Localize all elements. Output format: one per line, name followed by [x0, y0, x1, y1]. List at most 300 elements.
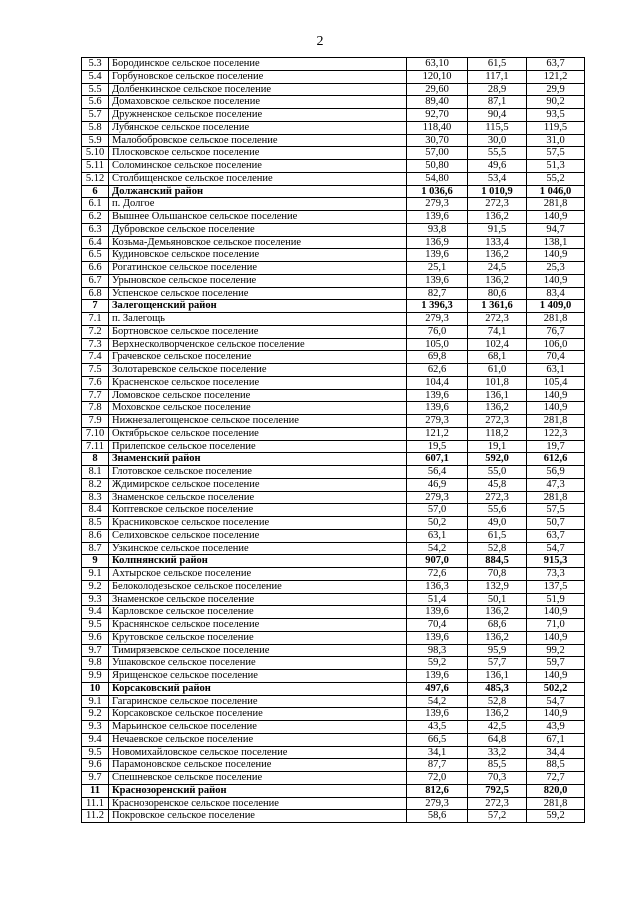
row-number-cell: 7.1	[82, 313, 109, 326]
value-col2-cell: 42,5	[468, 721, 527, 734]
table-row	[82, 351, 585, 364]
settlement-name-cell: Долбенкинское сельское поселение	[109, 83, 407, 96]
value-col2-cell: 61,0	[468, 364, 527, 377]
value-col3-cell: 502,2	[527, 682, 585, 695]
value-col1-cell: 812,6	[407, 784, 468, 797]
settlement-name-cell: Должанский район	[109, 185, 407, 198]
row-number-cell: 8.5	[82, 517, 109, 530]
table-row	[82, 160, 585, 173]
value-col3-cell: 59,7	[527, 657, 585, 670]
settlement-name-cell: Тимирязевское сельское поселение	[109, 644, 407, 657]
value-col2-cell: 45,8	[468, 478, 527, 491]
value-col2-cell: 52,8	[468, 542, 527, 555]
value-col2-cell: 24,5	[468, 262, 527, 275]
value-col3-cell: 51,9	[527, 593, 585, 606]
value-col3-cell: 140,9	[527, 708, 585, 721]
table-row	[82, 389, 585, 402]
value-col3-cell: 54,7	[527, 695, 585, 708]
value-col1-cell: 120,10	[407, 70, 468, 83]
value-col1-cell: 62,6	[407, 364, 468, 377]
row-number-cell: 7.11	[82, 440, 109, 453]
value-col3-cell: 281,8	[527, 313, 585, 326]
row-number-cell: 9.2	[82, 580, 109, 593]
value-col3-cell: 57,5	[527, 504, 585, 517]
value-col3-cell: 106,0	[527, 338, 585, 351]
table-row	[82, 631, 585, 644]
value-col3-cell: 51,3	[527, 160, 585, 173]
row-number-cell: 9.7	[82, 644, 109, 657]
table-row	[82, 236, 585, 249]
table-row	[82, 759, 585, 772]
value-col2-cell: 80,6	[468, 287, 527, 300]
settlement-name-cell: Ждимирское сельское поселение	[109, 478, 407, 491]
value-col1-cell: 72,6	[407, 568, 468, 581]
table-row	[82, 415, 585, 428]
value-col3-cell: 105,4	[527, 376, 585, 389]
value-col1-cell: 34,1	[407, 746, 468, 759]
value-col1-cell: 279,3	[407, 198, 468, 211]
row-number-cell: 7.6	[82, 376, 109, 389]
settlement-name-cell: Спешневское сельское поселение	[109, 772, 407, 785]
value-col3-cell: 281,8	[527, 198, 585, 211]
value-col2-cell: 61,5	[468, 58, 527, 71]
settlement-name-cell: Ломовское сельское поселение	[109, 389, 407, 402]
settlement-name-cell: Урыновское сельское поселение	[109, 274, 407, 287]
row-number-cell: 11.2	[82, 810, 109, 823]
settlement-name-cell: Корсаковское сельское поселение	[109, 708, 407, 721]
value-col1-cell: 76,0	[407, 325, 468, 338]
row-number-cell: 7.9	[82, 415, 109, 428]
value-col1-cell: 59,2	[407, 657, 468, 670]
row-number-cell: 7.8	[82, 402, 109, 415]
settlement-name-cell: Корсаковский район	[109, 682, 407, 695]
settlement-name-cell: Краснозоренское сельское поселение	[109, 797, 407, 810]
value-col3-cell: 140,9	[527, 389, 585, 402]
value-col2-cell: 50,1	[468, 593, 527, 606]
value-col3-cell: 140,9	[527, 606, 585, 619]
table-row	[82, 657, 585, 670]
value-col3-cell: 54,7	[527, 542, 585, 555]
value-col1-cell: 46,9	[407, 478, 468, 491]
settlement-name-cell: Ушаковское сельское поселение	[109, 657, 407, 670]
row-number-cell: 9.5	[82, 746, 109, 759]
table-row	[82, 211, 585, 224]
table-row	[82, 376, 585, 389]
value-col2-cell: 272,3	[468, 491, 527, 504]
table-row	[82, 287, 585, 300]
settlement-name-cell: Верхнесколворченское сельское поселение	[109, 338, 407, 351]
table-row	[82, 542, 585, 555]
value-col2-cell: 1 010,9	[468, 185, 527, 198]
settlement-name-cell: Рогатинское сельское поселение	[109, 262, 407, 275]
row-number-cell: 10	[82, 682, 109, 695]
table-row	[82, 109, 585, 122]
settlement-name-cell: Домаховское сельское поселение	[109, 96, 407, 109]
value-col1-cell: 139,6	[407, 708, 468, 721]
row-number-cell: 5.6	[82, 96, 109, 109]
value-col3-cell: 43,9	[527, 721, 585, 734]
value-col1-cell: 72,0	[407, 772, 468, 785]
value-col2-cell: 70,8	[468, 568, 527, 581]
row-number-cell: 9.7	[82, 772, 109, 785]
table-row	[82, 440, 585, 453]
value-col1-cell: 54,2	[407, 695, 468, 708]
value-col3-cell: 83,4	[527, 287, 585, 300]
table-row	[82, 313, 585, 326]
value-col2-cell: 55,5	[468, 147, 527, 160]
settlement-name-cell: Краснозоренский район	[109, 784, 407, 797]
table-row	[82, 644, 585, 657]
settlement-name-cell: п. Залегощь	[109, 313, 407, 326]
value-col2-cell: 592,0	[468, 453, 527, 466]
value-col2-cell: 70,3	[468, 772, 527, 785]
table-row	[82, 223, 585, 236]
settlement-name-cell: Лубянское сельское поселение	[109, 121, 407, 134]
value-col3-cell: 50,7	[527, 517, 585, 530]
settlement-name-cell: Дружненское сельское поселение	[109, 109, 407, 122]
value-col3-cell: 281,8	[527, 797, 585, 810]
settlement-name-cell: Узкинское сельское поселение	[109, 542, 407, 555]
value-col2-cell: 19,1	[468, 440, 527, 453]
row-number-cell: 8	[82, 453, 109, 466]
settlement-name-cell: Дубровское сельское поселение	[109, 223, 407, 236]
table-row	[82, 772, 585, 785]
value-col1-cell: 89,40	[407, 96, 468, 109]
value-col3-cell: 612,6	[527, 453, 585, 466]
value-col1-cell: 136,3	[407, 580, 468, 593]
row-number-cell: 8.3	[82, 491, 109, 504]
value-col1-cell: 497,6	[407, 682, 468, 695]
district-total-row	[82, 300, 585, 313]
value-col1-cell: 58,6	[407, 810, 468, 823]
value-col3-cell: 140,9	[527, 249, 585, 262]
row-number-cell: 6.3	[82, 223, 109, 236]
row-number-cell: 9	[82, 555, 109, 568]
settlement-name-cell: Успенское сельское поселение	[109, 287, 407, 300]
value-col2-cell: 272,3	[468, 313, 527, 326]
value-col2-cell: 115,5	[468, 121, 527, 134]
row-number-cell: 7	[82, 300, 109, 313]
value-col1-cell: 57,00	[407, 147, 468, 160]
value-col3-cell: 63,1	[527, 364, 585, 377]
row-number-cell: 7.2	[82, 325, 109, 338]
value-col1-cell: 139,6	[407, 402, 468, 415]
settlement-name-cell: Ахтырское сельское поселение	[109, 568, 407, 581]
value-col3-cell: 71,0	[527, 619, 585, 632]
value-col2-cell: 136,2	[468, 211, 527, 224]
value-col2-cell: 95,9	[468, 644, 527, 657]
settlement-name-cell: Знаменское сельское поселение	[109, 593, 407, 606]
settlement-name-cell: Прилепское сельское поселение	[109, 440, 407, 453]
table-row	[82, 721, 585, 734]
row-number-cell: 6.7	[82, 274, 109, 287]
row-number-cell: 9.9	[82, 670, 109, 683]
value-col1-cell: 139,6	[407, 606, 468, 619]
table-row	[82, 478, 585, 491]
value-col3-cell: 88,5	[527, 759, 585, 772]
value-col1-cell: 104,4	[407, 376, 468, 389]
value-col1-cell: 82,7	[407, 287, 468, 300]
table-row	[82, 580, 585, 593]
settlement-name-cell: Моховское сельское поселение	[109, 402, 407, 415]
table-row	[82, 364, 585, 377]
value-col3-cell: 93,5	[527, 109, 585, 122]
settlement-name-cell: Карловское сельское поселение	[109, 606, 407, 619]
table-row	[82, 70, 585, 83]
value-col3-cell: 34,4	[527, 746, 585, 759]
settlement-name-cell: Малобобровское сельское поселение	[109, 134, 407, 147]
value-col1-cell: 136,9	[407, 236, 468, 249]
value-col2-cell: 52,8	[468, 695, 527, 708]
row-number-cell: 6.8	[82, 287, 109, 300]
settlement-name-cell: Знаменское сельское поселение	[109, 491, 407, 504]
table-row	[82, 746, 585, 759]
value-col1-cell: 279,3	[407, 415, 468, 428]
value-col1-cell: 70,4	[407, 619, 468, 632]
table-row	[82, 517, 585, 530]
table-row	[82, 96, 585, 109]
row-number-cell: 8.2	[82, 478, 109, 491]
table-row	[82, 504, 585, 517]
value-col2-cell: 55,0	[468, 466, 527, 479]
value-col1-cell: 139,6	[407, 274, 468, 287]
value-col2-cell: 28,9	[468, 83, 527, 96]
table-row	[82, 670, 585, 683]
value-col1-cell: 50,80	[407, 160, 468, 173]
row-number-cell: 5.7	[82, 109, 109, 122]
page-number: 2	[316, 34, 324, 49]
value-col2-cell: 64,8	[468, 733, 527, 746]
value-col1-cell: 69,8	[407, 351, 468, 364]
table-row	[82, 568, 585, 581]
row-number-cell: 9.4	[82, 606, 109, 619]
row-number-cell: 9.6	[82, 631, 109, 644]
value-col1-cell: 607,1	[407, 453, 468, 466]
table-row	[82, 198, 585, 211]
value-col1-cell: 1 036,6	[407, 185, 468, 198]
value-col1-cell: 279,3	[407, 491, 468, 504]
value-col1-cell: 63,1	[407, 529, 468, 542]
value-col2-cell: 49,6	[468, 160, 527, 173]
settlement-name-cell: Грачевское сельское поселение	[109, 351, 407, 364]
table-row	[82, 797, 585, 810]
value-col1-cell: 118,40	[407, 121, 468, 134]
settlement-name-cell: Кудиновское сельское поселение	[109, 249, 407, 262]
table-body	[82, 58, 585, 823]
district-total-row	[82, 453, 585, 466]
value-col3-cell: 137,5	[527, 580, 585, 593]
value-col2-cell: 102,4	[468, 338, 527, 351]
settlement-name-cell: Знаменский район	[109, 453, 407, 466]
value-col1-cell: 43,5	[407, 721, 468, 734]
value-col1-cell: 92,70	[407, 109, 468, 122]
value-col2-cell: 133,4	[468, 236, 527, 249]
table-row	[82, 134, 585, 147]
value-col2-cell: 136,2	[468, 631, 527, 644]
table-row	[82, 810, 585, 823]
settlement-name-cell: Ярищенское сельское поселение	[109, 670, 407, 683]
value-col2-cell: 1 361,6	[468, 300, 527, 313]
value-col3-cell: 140,9	[527, 670, 585, 683]
value-col3-cell: 29,9	[527, 83, 585, 96]
row-number-cell: 5.11	[82, 160, 109, 173]
value-col2-cell: 884,5	[468, 555, 527, 568]
settlement-name-cell: Нижнезалегощенское сельское поселение	[109, 415, 407, 428]
row-number-cell: 5.9	[82, 134, 109, 147]
value-col1-cell: 54,80	[407, 172, 468, 185]
value-col3-cell: 281,8	[527, 415, 585, 428]
value-col2-cell: 57,2	[468, 810, 527, 823]
value-col3-cell: 67,1	[527, 733, 585, 746]
value-col1-cell: 139,6	[407, 249, 468, 262]
table-row	[82, 402, 585, 415]
settlement-name-cell: Горбуновское сельское поселение	[109, 70, 407, 83]
settlement-name-cell: Соломинское сельское поселение	[109, 160, 407, 173]
value-col1-cell: 56,4	[407, 466, 468, 479]
value-col3-cell: 140,9	[527, 631, 585, 644]
value-col1-cell: 50,2	[407, 517, 468, 530]
row-number-cell: 8.4	[82, 504, 109, 517]
value-col3-cell: 47,3	[527, 478, 585, 491]
table-row	[82, 325, 585, 338]
table-row	[82, 427, 585, 440]
table-row	[82, 121, 585, 134]
value-col2-cell: 136,2	[468, 402, 527, 415]
value-col2-cell: 136,2	[468, 708, 527, 721]
value-col3-cell: 820,0	[527, 784, 585, 797]
value-col3-cell: 1 046,0	[527, 185, 585, 198]
value-col3-cell: 1 409,0	[527, 300, 585, 313]
settlement-name-cell: Покровское сельское поселение	[109, 810, 407, 823]
table-row	[82, 529, 585, 542]
value-col3-cell: 140,9	[527, 402, 585, 415]
table-row	[82, 619, 585, 632]
value-col2-cell: 272,3	[468, 797, 527, 810]
value-col2-cell: 57,7	[468, 657, 527, 670]
value-col2-cell: 101,8	[468, 376, 527, 389]
value-col1-cell: 279,3	[407, 797, 468, 810]
row-number-cell: 7.5	[82, 364, 109, 377]
settlement-name-cell: Селиховское сельское поселение	[109, 529, 407, 542]
settlement-name-cell: Глотовское сельское поселение	[109, 466, 407, 479]
row-number-cell: 9.3	[82, 593, 109, 606]
value-col1-cell: 93,8	[407, 223, 468, 236]
value-col2-cell: 68,6	[468, 619, 527, 632]
district-total-row	[82, 555, 585, 568]
settlement-name-cell: Гагаринское сельское поселение	[109, 695, 407, 708]
district-total-row	[82, 185, 585, 198]
table-row	[82, 147, 585, 160]
value-col2-cell: 118,2	[468, 427, 527, 440]
value-col1-cell: 98,3	[407, 644, 468, 657]
value-col3-cell: 140,9	[527, 211, 585, 224]
row-number-cell: 7.7	[82, 389, 109, 402]
value-col1-cell: 279,3	[407, 313, 468, 326]
row-number-cell: 8.6	[82, 529, 109, 542]
value-col3-cell: 56,9	[527, 466, 585, 479]
row-number-cell: 6.5	[82, 249, 109, 262]
table-row	[82, 83, 585, 96]
value-col2-cell: 61,5	[468, 529, 527, 542]
value-col3-cell: 281,8	[527, 491, 585, 504]
table-row	[82, 338, 585, 351]
settlement-name-cell: Коптевское сельское поселение	[109, 504, 407, 517]
settlement-name-cell: Красненское сельское поселение	[109, 376, 407, 389]
value-col3-cell: 915,3	[527, 555, 585, 568]
table-row	[82, 733, 585, 746]
value-col3-cell: 25,3	[527, 262, 585, 275]
row-number-cell: 11.1	[82, 797, 109, 810]
table-row	[82, 249, 585, 262]
row-number-cell: 5.10	[82, 147, 109, 160]
value-col3-cell: 63,7	[527, 58, 585, 71]
value-col1-cell: 139,6	[407, 631, 468, 644]
table-row	[82, 262, 585, 275]
value-col1-cell: 139,6	[407, 211, 468, 224]
value-col2-cell: 117,1	[468, 70, 527, 83]
table-row	[82, 708, 585, 721]
value-col2-cell: 91,5	[468, 223, 527, 236]
settlement-name-cell: Марьинское сельское поселение	[109, 721, 407, 734]
row-number-cell: 7.10	[82, 427, 109, 440]
settlement-name-cell: Колпнянский район	[109, 555, 407, 568]
value-col3-cell: 72,7	[527, 772, 585, 785]
value-col1-cell: 66,5	[407, 733, 468, 746]
value-col1-cell: 87,7	[407, 759, 468, 772]
row-number-cell: 7.3	[82, 338, 109, 351]
table-row	[82, 593, 585, 606]
value-col3-cell: 55,2	[527, 172, 585, 185]
value-col3-cell: 19,7	[527, 440, 585, 453]
value-col1-cell: 19,5	[407, 440, 468, 453]
row-number-cell: 5.3	[82, 58, 109, 71]
row-number-cell: 9.2	[82, 708, 109, 721]
value-col3-cell: 140,9	[527, 274, 585, 287]
value-col3-cell: 63,7	[527, 529, 585, 542]
settlement-name-cell: Плосковское сельское поселение	[109, 147, 407, 160]
row-number-cell: 6.1	[82, 198, 109, 211]
row-number-cell: 5.4	[82, 70, 109, 83]
table-row	[82, 58, 585, 71]
settlement-name-cell: Бородинское сельское поселение	[109, 58, 407, 71]
value-col1-cell: 29,60	[407, 83, 468, 96]
settlement-name-cell: Бортновское сельское поселение	[109, 325, 407, 338]
value-col2-cell: 55,6	[468, 504, 527, 517]
value-col1-cell: 25,1	[407, 262, 468, 275]
value-col2-cell: 136,2	[468, 249, 527, 262]
row-number-cell: 9.1	[82, 568, 109, 581]
value-col3-cell: 31,0	[527, 134, 585, 147]
settlement-name-cell: Столбищенское сельское поселение	[109, 172, 407, 185]
settlement-name-cell: Крутовское сельское поселение	[109, 631, 407, 644]
value-col2-cell: 68,1	[468, 351, 527, 364]
value-col2-cell: 272,3	[468, 198, 527, 211]
settlement-name-cell: Вышнее Ольшанское сельское поселение	[109, 211, 407, 224]
settlement-name-cell: Красниковское сельское поселение	[109, 517, 407, 530]
value-col1-cell: 51,4	[407, 593, 468, 606]
district-total-row	[82, 682, 585, 695]
value-col1-cell: 139,6	[407, 670, 468, 683]
row-number-cell: 5.5	[82, 83, 109, 96]
value-col2-cell: 792,5	[468, 784, 527, 797]
value-col3-cell: 59,2	[527, 810, 585, 823]
row-number-cell: 9.3	[82, 721, 109, 734]
value-col2-cell: 136,2	[468, 606, 527, 619]
value-col2-cell: 33,2	[468, 746, 527, 759]
row-number-cell: 7.4	[82, 351, 109, 364]
value-col2-cell: 49,0	[468, 517, 527, 530]
row-number-cell: 5.12	[82, 172, 109, 185]
